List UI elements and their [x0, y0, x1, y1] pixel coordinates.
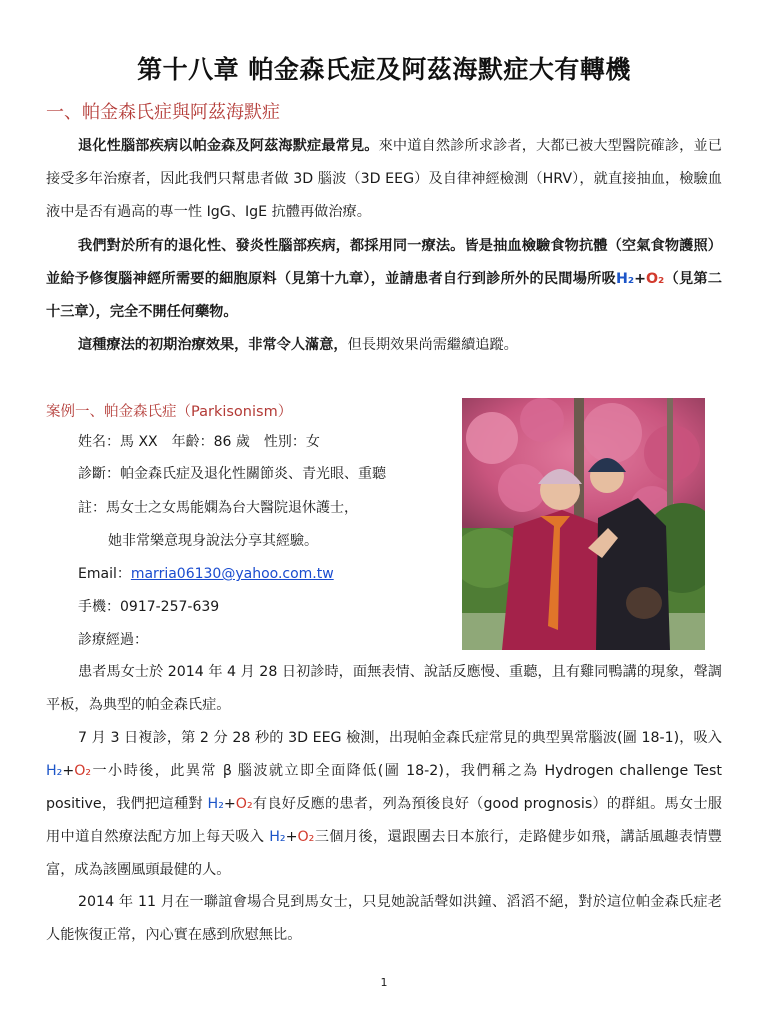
h2-formula: H₂: [46, 763, 63, 779]
page-number: 1: [380, 976, 388, 989]
intro-paragraph-1: [46, 130, 722, 229]
p2-part-a: 7 月 3 日複診，第 2 分 28 秒的 3D EEG 檢測，出現帕金森氏症常見的典型異常腦波(圖 18-1)，吸入: [78, 730, 722, 746]
plus-sign: +: [223, 796, 236, 812]
intro-p1-rest: 來中道自然診所求診者，大都已被大型醫院確診，並已接受多年治療者，因此我們只幫患者做 3D 腦波（3D EEG）及自律神經檢測（HRV），就直接抽血，檢驗血液中是否有過高的專一性 IgG、IgE 抗體再做治療。: [46, 138, 722, 220]
o2-formula: O₂: [646, 271, 665, 287]
o2-formula: O₂: [74, 763, 92, 779]
chapter-title: 第十八章 帕金森氏症及阿茲海默症大有轉機: [137, 55, 631, 84]
process-paragraph-2: [46, 722, 722, 887]
intro-paragraph-2: [46, 230, 722, 329]
intro-p2-end: （見第二十三章），完全不開任何藥物。: [46, 271, 722, 320]
p2-part-b: 一小時後，此異常 β 腦波就立即全面降低(圖 18-2)，我們稱之為 Hydrogen challenge Test positive，我們把這種對: [46, 763, 722, 812]
h2-formula: H₂: [207, 796, 224, 812]
email-link[interactable]: marria06130@yahoo.com.tw: [130, 566, 334, 582]
diagnosis-line: 診斷：帕金森氏症及退化性關節炎、青光眼、重聽: [78, 466, 386, 482]
patient-name-line: 姓名：馬 XX 年齡：86 歲 性別：女: [78, 434, 320, 450]
email-line: [78, 564, 334, 584]
o2-formula: O₂: [235, 796, 253, 812]
note-line: 註：馬女士之女馬能嫻為台大醫院退休護士，: [78, 500, 358, 516]
h2-formula: H₂: [269, 829, 286, 845]
plus-sign: +: [285, 829, 298, 845]
h2-formula: H₂: [616, 271, 635, 287]
p2-part-c: 有良好反應的患者，列為預後良好（good prognosis）的群組。馬女士服用中道自然療法配方加上每天吸入: [46, 796, 722, 845]
p2-part-d: 三個月後，還跟團去日本旅行，走路健步如飛，講話風趣表情豐富，成為該團風頭最健的人。: [46, 829, 722, 878]
process-label: 診療經過：: [78, 632, 148, 648]
note-line-2: 她非常樂意現身說法分享其經驗。: [108, 533, 318, 549]
intro-p2-bold: 我們對於所有的退化性、發炎性腦部疾病，都採用同一療法。皆是抽血檢驗食物抗體（空氣食物護照）並給予修復腦神經所需要的細胞原料（見第十九章），並請患者自行到診所外的民間場所吸: [46, 238, 722, 287]
case-heading: 案例一、帕金森氏症（Parkisonism）: [46, 404, 293, 420]
intro-paragraph-3: [46, 329, 722, 362]
email-label: Email：: [78, 566, 131, 582]
intro-p3-rest: 但長期效果尚需繼續追蹤。: [347, 337, 518, 353]
plus-sign: +: [62, 763, 75, 779]
process-paragraph-3: 2014 年 11 月在一聯誼會場合見到馬女士，只見她說話聲如洪鐘、滔滔不絕，對於這位帕金森氏症老人能恢復正常，內心實在感到欣慰無比。: [46, 894, 722, 943]
plus-sign: +: [634, 271, 646, 287]
o2-formula: O₂: [297, 829, 315, 845]
section-heading: 一、帕金森氏症與阿茲海默症: [46, 102, 280, 123]
intro-p3-bold: 這種療法的初期治療效果，非常令人滿意，: [78, 337, 348, 353]
patient-photo: [462, 398, 705, 650]
process-paragraph-1: 患者馬女士於 2014 年 4 月 28 日初診時，面無表情、說話反應慢、重聽，且有雞同鴨講的現象，聲調平板，為典型的帕金森氏症。: [46, 664, 722, 713]
phone-line: 手機：0917-257-639: [78, 599, 220, 615]
intro-p1-bold: 退化性腦部疾病以帕金森及阿茲海默症最常見。: [78, 138, 379, 154]
